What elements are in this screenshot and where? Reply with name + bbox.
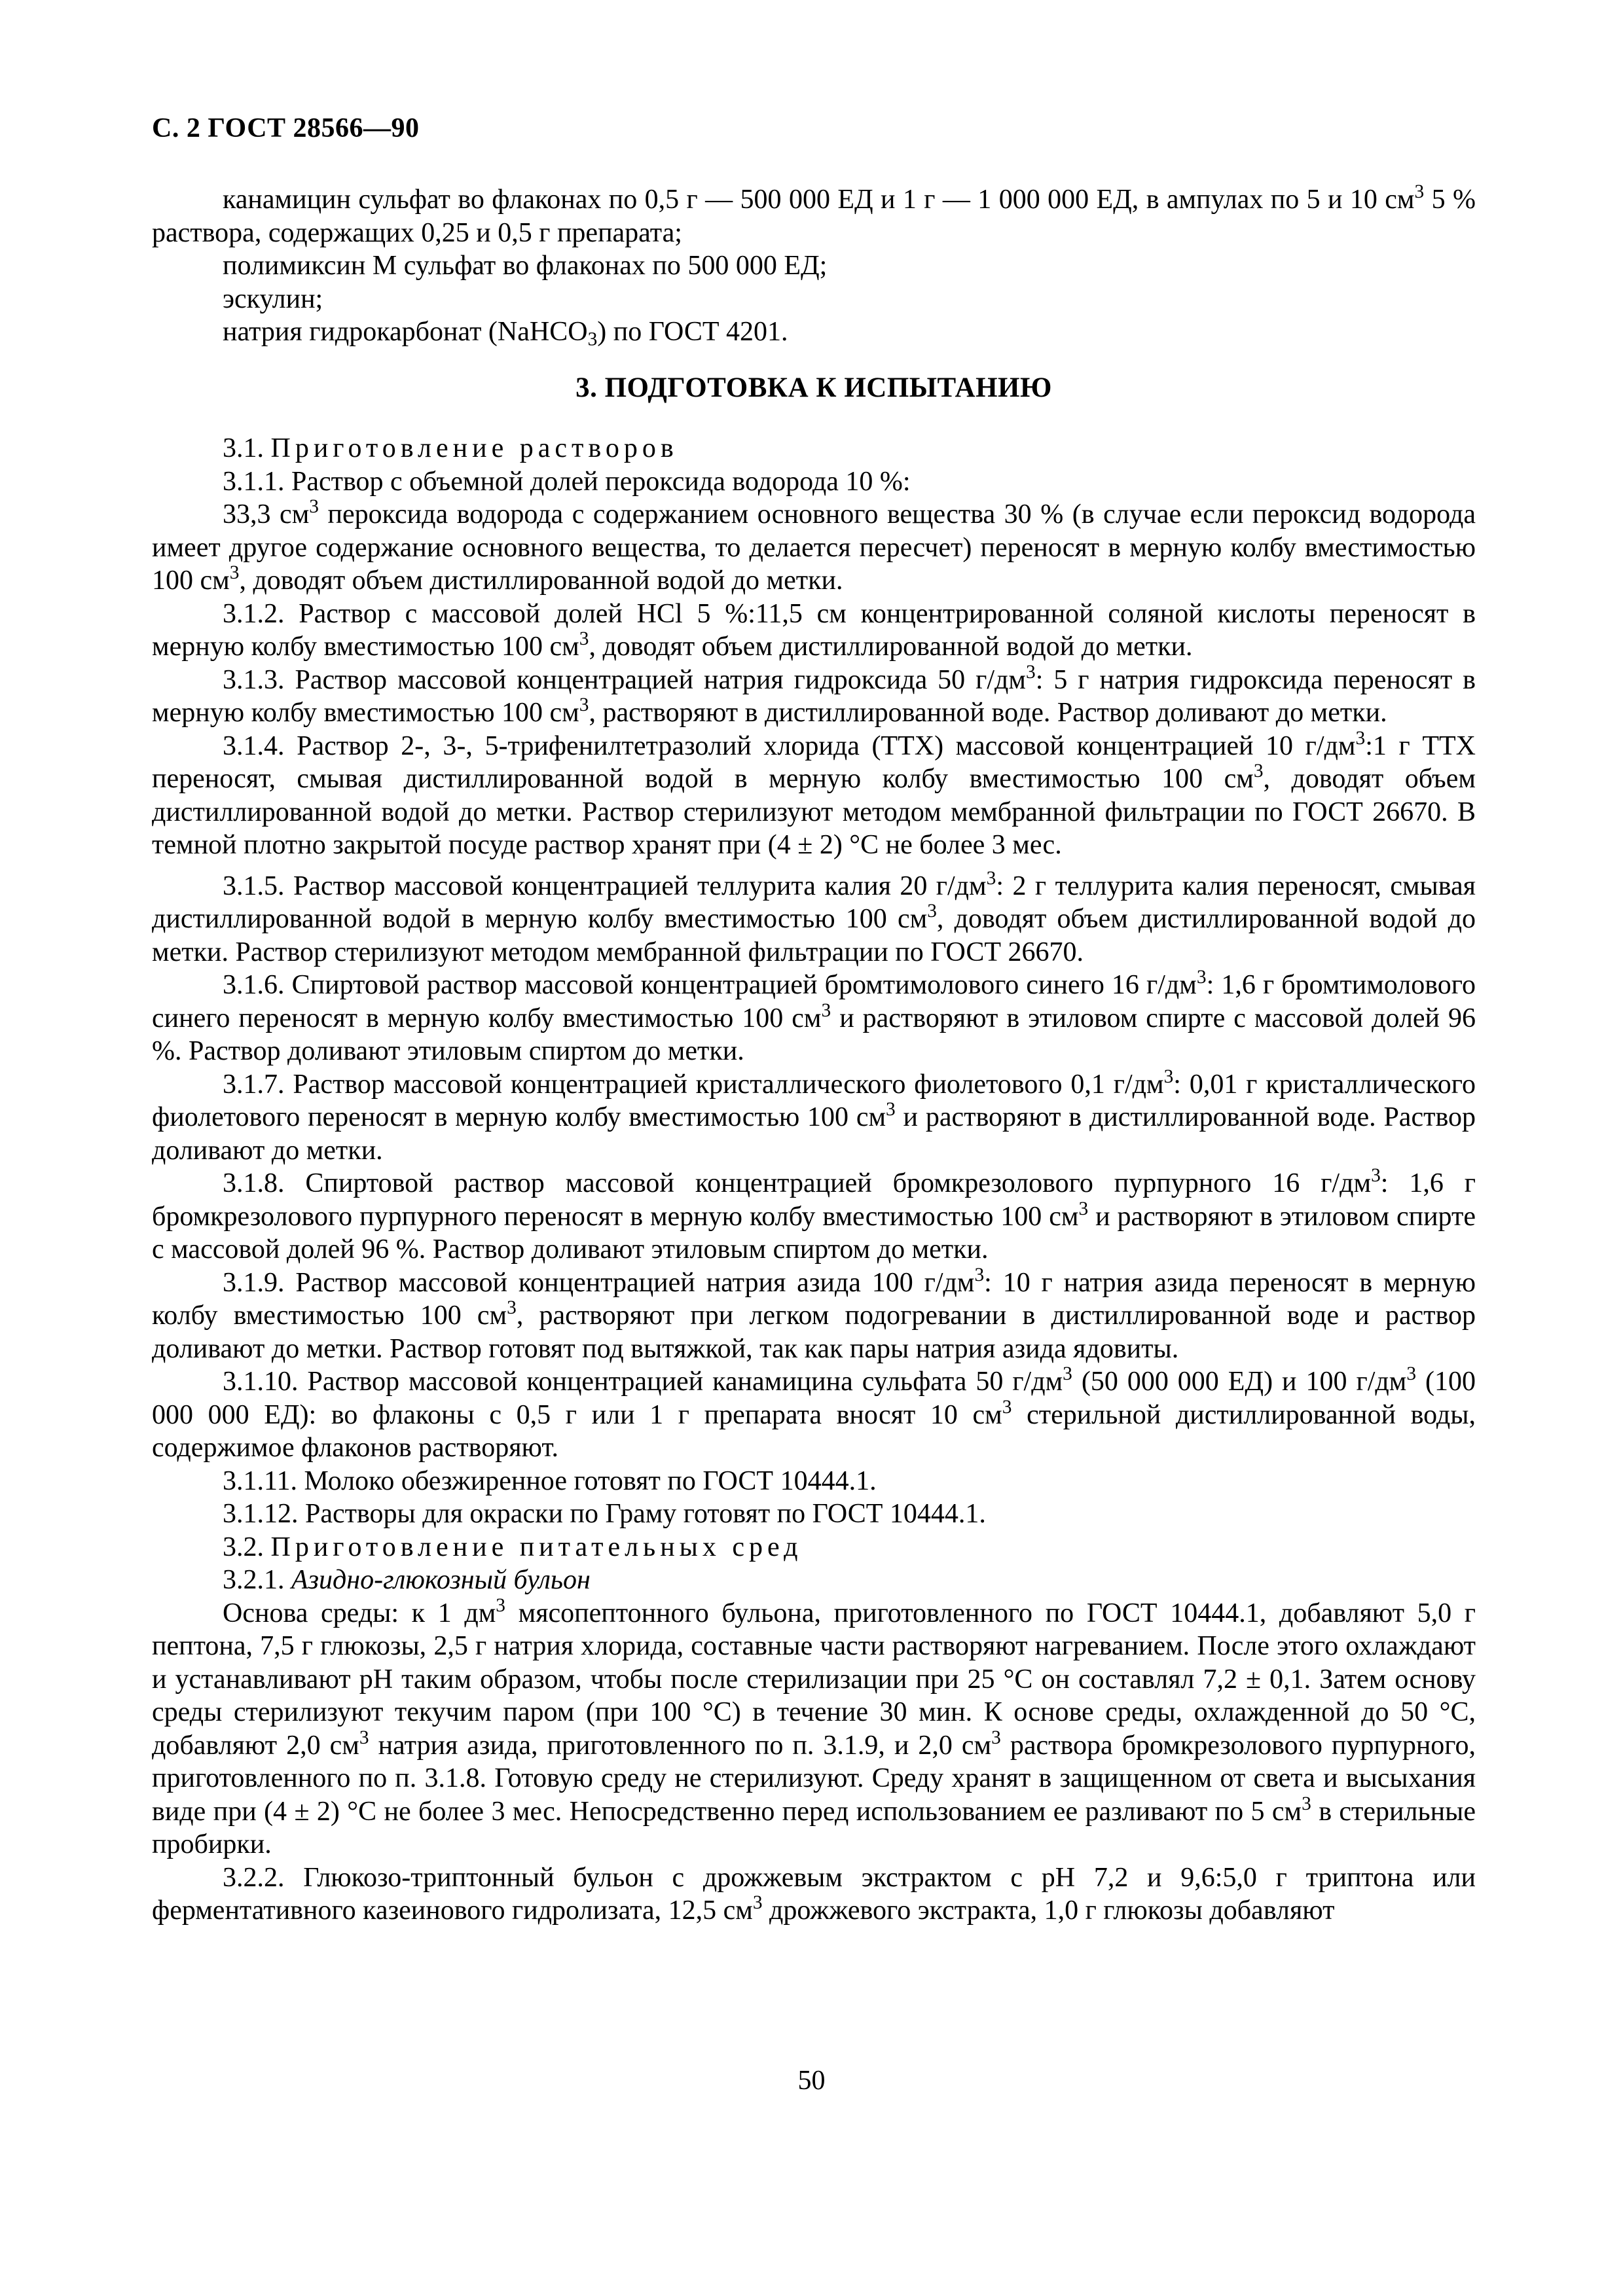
subsection-3-1: 3.1. Приготовление растворов [223, 433, 678, 463]
body-text [152, 183, 1476, 1928]
paragraph-bicarbonate: натрия гидрокарбонат (NaHCO$_3$) по ГОСТ 4201. [223, 317, 788, 350]
clause-3-2-2: 3.2.2. Глюкозо-триптонный бульон с дрожжевым экстрактом с рН 7,2 и 9,6:5,0 г триптона или ферментативного казеинового гидролизата, 12,5 $см^3$ дрожжевого экстракта, 1,0 г глюкозы добавляют [152, 1862, 1476, 1926]
subsection-3-2: 3.2. Приготовление питательных сред [223, 1532, 803, 1562]
clause-3-1-3: 3.1.3. Раствор массовой концентрацией натрия гидроксида 50 $г/дм^3$: 5 г натрия гидроксида переносят в мерную колбу вместимостью 100 $см^3$, растворяют в дистиллированной воде. Раствор доливают до метки. [152, 661, 1476, 728]
clause-3-1-8: 3.1.8. Спиртовой раствор массовой концентрацией бромкрезолового пурпурного 16 $г/дм^3$: 1,6 г бромкрезолового пурпурного переносят в мерную колбу вместимостью 100 $см^3$ и растворяют в этиловом спирте с массовой долей 96 %. Раствор доливают этиловым спиртом до метки. [152, 1164, 1476, 1265]
clause-3-1-11: 3.1.11. Молоко обезжиренное готовят по ГОСТ 10444.1. [223, 1465, 877, 1496]
clause-3-1-10: 3.1.10. Раствор массовой концентрацией канамицина сульфата 50 $г/дм^3$ (50 000 000 ЕД) и 100 $г/дм^3$ (100 000 000 ЕД): во флаконы с 0,5 г или 1 г препарата вносят 10 $см^3$ стерильной дистиллированной воды, содержимое флаконов растворяют. [152, 1363, 1476, 1463]
clause-3-2-1: 3.2.1. Азидно-глюкозный бульон [223, 1565, 591, 1595]
paragraph-polymyxin: полимиксин М сульфат во флаконах по 500 000 ЕД; [223, 251, 828, 281]
clause-3-1-12: 3.1.12. Растворы для окраски по Граму готовят по ГОСТ 10444.1. [223, 1499, 986, 1529]
paragraph-esculin: эскулин; [223, 283, 323, 314]
page-number: 50 [797, 2066, 826, 2096]
clause-3-1-5: 3.1.5. Раствор массовой концентрацией теллурита калия 20 $г/дм^3$: 2 г теллурита калия переносят, смывая дистиллированной водой в мерную колбу вместимостью 100 $см^3$, доводят объем дистиллированной водой до метки. Раствор стерилизуют методом мембранной фильтрации по ГОСТ 26670. [152, 867, 1476, 967]
paragraph-kanamycin: канамицин сульфат во флаконах по 0,5 г — 500 000 ЕД и 1 г — 1 000 000 ЕД, в ампулах по 5 и 10 $см^3$ 5 % раствора, содержащих 0,25 и 0,5 г препарата; [152, 181, 1476, 248]
clause-3-1-1-body: 33,3 $см^3$ пероксида водорода с содержанием основного вещества 30 % (в случае если пероксид водорода имеет другое содержание основного вещества, то делается пересчет) переносят в мерную колбу вместимостью 100 $см^3$, доводят объем дистиллированной водой до метки. [152, 495, 1476, 596]
clause-3-1-7: 3.1.7. Раствор массовой концентрацией кристаллического фиолетового 0,1 $г/дм^3$: 0,01 г кристаллического фиолетового переносят в мерную колбу вместимостью 100 $см^3$ и растворяют в дистиллированной воде. Раствор доливают до метки. [152, 1066, 1476, 1166]
section-title: 3. ПОДГОТОВКА К ИСПЫТАНИЮ [575, 372, 1052, 403]
clause-3-1-6: 3.1.6. Спиртовой раствор массовой концентрацией бромтимолового синего 16 $г/дм^3$: 1,6 г бромтимолового синего переносят в мерную колбу вместимостью 100 $см^3$ и растворяют в этиловом спирте с массовой долей 96 %. Раствор доливают этиловым спиртом до метки. [152, 966, 1476, 1066]
clause-3-1-4: 3.1.4. Раствор 2-, 3-, 5-трифенилтетразолий хлорида (ТТХ) массовой концентрацией 10 $г/дм^3:1$ г ТТХ переносят, смывая дистиллированной водой в мерную колбу вместимостью 100 $см^3$, доводят объем дистиллированной водой до метки. Раствор стерилизуют методом мембранной фильтрации по ГОСТ 26670. В темной плотно закрытой посуде раствор хранят при (4 ± 2) °С не более 3 мес. [152, 727, 1476, 860]
clause-3-2-1-body: Основа среды: к 1 $дм^3$ мясопептонного бульона, приготовленного по ГОСТ 10444.1, добавляют 5,0 г пептона, 7,5 г глюкозы, 2,5 г натрия хлорида, составные части растворяют нагреванием. После этого охлаждают и устанавливают рН таким образом, чтобы после стерилизации при 25 °С он составлял 7,2 ± 0,1. Затем основу среды стерилизуют текучим паром (при 100 °С) в течение 30 мин. К основе среды, охлажденной до 50 °С, добавляют 2,0 $см^3$ натрия азида, приготовленного по п. 3.1.9, и 2,0 $см^3$ раствора бромкрезолового пурпурного, приготовленного по п. 3.1.8. Готовую среду не стерилизуют. Среду хранят в защищенном от света и высыхания виде при (4 ± 2) °С не более 3 мес. Непосредственно перед использованием ее разливают по 5 $см^3$ в стерильные пробирки. [152, 1594, 1476, 1859]
clause-3-1-2: 3.1.2. Раствор с массовой долей HCl 5 %:11,5 см концентрированной соляной кислоты переносят в мерную колбу вместимостью 100 $см^3$, доводят объем дистиллированной водой до метки. [152, 598, 1476, 662]
running-head: С. 2 ГОСТ 28566—90 [152, 113, 420, 143]
clause-3-1-1: 3.1.1. Раствор с объемной долей пероксида водорода 10 %: [223, 466, 911, 497]
clause-3-1-9: 3.1.9. Раствор массовой концентрацией натрия азида 100 $г/дм^3$: 10 г натрия азида переносят в мерную колбу вместимостью 100 $см^3$, растворяют при легком подогревании в дистиллированной воде и раствор доливают до метки. Раствор готовят под вытяжкой, так как пары натрия азида ядовиты. [152, 1264, 1476, 1364]
